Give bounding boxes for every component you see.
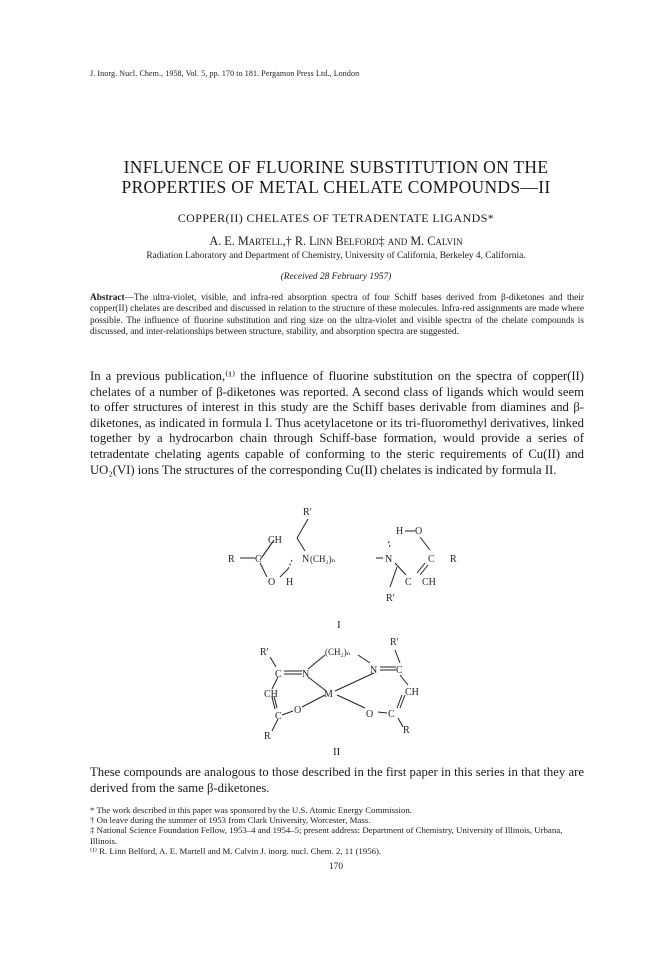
footnote-3: ‡ National Science Foundation Fellow, 1953–4 and 1954–5; present address: Department of Chemistry, University of Illinois, Urbana, Illinois. <box>90 825 563 846</box>
footnote-reference-1: ⁽¹⁾ R. Linn Belford, A. E. Martell and M. Calvin J. inorg. nucl. Chem. 2, 11 (1956). <box>90 846 382 856</box>
footnote-1: * The work described in this paper was sponsored by the U.S. Atomic Energy Commission. <box>90 805 412 815</box>
formula-ii-r-prime-right: R′ <box>390 637 399 648</box>
paper-subtitle: COPPER(II) CHELATES OF TETRADENTATE LIGANDS* <box>177 211 495 225</box>
formula-ii-c-lower-left: C <box>275 711 282 722</box>
formula-ii-atoms <box>260 637 419 742</box>
footnote-2: † On leave during the summer of 1953 from Clark University, Worcester, Mass. <box>90 815 371 825</box>
formula-i-n-left: N <box>302 554 310 565</box>
formula-ii-o-left: O <box>294 705 302 716</box>
body-paragraph-2: These compounds are analogous to those described in the first paper in this series in that they are derived from the same β-diketones. <box>90 765 584 795</box>
formula-ii-c-lower-right: C <box>388 709 395 720</box>
formula-ii-n-left: N <box>302 669 310 680</box>
formula-i-r-prime-top: R′ <box>303 507 312 518</box>
abstract <box>90 293 584 338</box>
formula-i-c-left: C <box>255 554 262 565</box>
formula-i-label: I <box>337 619 341 631</box>
affiliation: Radiation Laboratory and Department of Chemistry, University of California, Berkeley 4, California. <box>146 251 526 261</box>
formula-i-chain: (CH₂)ₙ <box>310 554 336 564</box>
paper-title-line-2: PROPERTIES OF METAL CHELATE COMPOUNDS—II <box>121 177 551 197</box>
formula-i-h-top: H <box>396 526 404 537</box>
formula-i-ch: CH <box>268 535 282 546</box>
paper-title-line-1: INFLUENCE OF FLUORINE SUBSTITUTION ON THE <box>123 157 549 177</box>
journal-header: J. Inorg. Nucl. Chem., 1958, Vol. 5, pp. 170 to 181. Pergamon Press Ltd., London <box>90 69 360 78</box>
formula-i-ch-bottom: CH <box>422 577 436 588</box>
formula-ii-c-left: C <box>275 669 282 680</box>
formula-i-c-bottom: C <box>405 577 412 588</box>
body-paragraph-1: In a previous publication,⁽¹⁾ the influence of fluorine substitution on the spectra of copper(II) chelates of a number of β-diketones was reported. A second class of ligands which would seem to offer structures of interest in this study are the Schiff bases derivable from diamines and β-diketones, as indicated in formula I. Thus acetylacetone or its tri-fluoromethyl derivatives, linked together by a hydrocarbon chain through Schiff-base formation, would provide a series of tetradentate chelating agents capable of conforming to the steric requirements of Cu(II) and UO₂(VI) ions The structures of the corresponding Cu(II) chelates is indicated by formula II. <box>90 369 584 477</box>
author-list: A. E. Martell,† R. Linn Belford‡ and M. Calvin <box>209 234 463 248</box>
chemical-formulas <box>200 505 480 760</box>
formula-i-r-prime-bottom: R′ <box>386 593 395 604</box>
formula-ii-r-prime-left: R′ <box>260 647 269 658</box>
formula-ii-ch-left: CH <box>264 689 278 700</box>
formula-i-o-bottom: O <box>268 577 276 588</box>
formula-i-r-right: R <box>450 554 457 565</box>
page-number: 170 <box>328 862 344 872</box>
formula-ii-c-right: C <box>396 665 403 676</box>
formula-ii-o-right: O <box>366 709 374 720</box>
received-date: (Received 28 February 1957) <box>280 272 392 282</box>
abstract-text: —The ultra-violet, visible, and infra-red absorption spectra of four Schiff bases derived from β-diketones and their copper(II) chelates are described and discussed in relation to the structure of these molecules. Infra-red assignments are made where possible. The influence of fluorine substitution and ring size on the ultra-violet and visible spectra of the chelate compounds is discussed, and inter-relationships between structure, stability, and absorption spectra are suggested. <box>90 293 584 337</box>
formula-ii-r-left: R <box>264 731 271 742</box>
formula-ii-label: II <box>333 746 341 758</box>
formula-i-n-right: N <box>385 554 393 565</box>
formula-i-r-left: R <box>228 554 235 565</box>
formula-i-h-bottom: H <box>286 577 294 588</box>
formula-ii-ch-right: CH <box>405 687 419 698</box>
formula-ii-n-right: N <box>370 665 378 676</box>
formula-i-atoms <box>228 507 457 604</box>
formula-ii-r-right: R <box>403 725 410 736</box>
formula-i-o-top: O <box>415 526 423 537</box>
formula-ii-chain: (CH₂)ₙ <box>325 647 351 657</box>
abstract-label: Abstract <box>90 293 125 303</box>
formula-i-c-right: C <box>428 554 435 565</box>
formula-ii-m: M <box>324 689 333 700</box>
